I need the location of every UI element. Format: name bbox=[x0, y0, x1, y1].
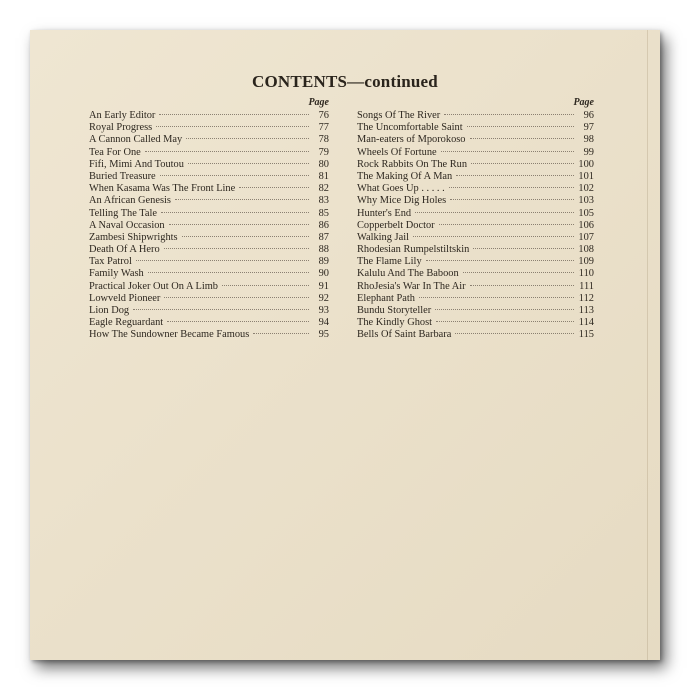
toc-entry bbox=[357, 159, 594, 171]
toc-entry-page: 113 bbox=[578, 305, 594, 316]
dot-leader bbox=[239, 187, 309, 188]
toc-entry-title: A Cannon Called May bbox=[89, 134, 183, 146]
dot-leader bbox=[471, 163, 574, 164]
toc-entry bbox=[357, 268, 594, 280]
toc-entry-page: 114 bbox=[578, 317, 594, 329]
toc-entry-title: Walking Jail bbox=[357, 231, 409, 243]
toc-entry-title: Elephant Path bbox=[357, 292, 416, 304]
dot-leader bbox=[161, 212, 309, 213]
dot-leader bbox=[167, 321, 309, 322]
page-title: CONTENTS—continued bbox=[252, 72, 438, 91]
toc-entry-page: 79 bbox=[318, 146, 329, 158]
dot-leader bbox=[435, 309, 574, 310]
toc-entry-page: 107 bbox=[578, 231, 594, 243]
toc-entry-page: 89 bbox=[318, 256, 329, 268]
toc-entry-title: When Kasama Was The Front Line bbox=[89, 183, 236, 195]
toc-entry bbox=[89, 171, 329, 183]
dot-leader bbox=[148, 272, 309, 273]
dot-leader bbox=[160, 175, 309, 176]
toc-entry-page: 100 bbox=[578, 158, 594, 170]
toc-entry bbox=[357, 305, 594, 317]
toc-entry-page: 105 bbox=[578, 207, 594, 219]
toc-entry-title: A Naval Occasion bbox=[89, 219, 165, 231]
toc-entry bbox=[357, 122, 594, 134]
dot-leader bbox=[450, 199, 574, 200]
dot-leader bbox=[159, 114, 309, 115]
toc-entry-page: 77 bbox=[318, 122, 329, 134]
toc-entry-page: 98 bbox=[583, 134, 594, 146]
toc-entry-title: Wheels Of Fortune bbox=[357, 146, 437, 158]
toc-entry-title: Bells Of Saint Barbara bbox=[357, 329, 452, 341]
toc-entry bbox=[357, 317, 594, 329]
toc-entry bbox=[357, 110, 594, 122]
dot-leader bbox=[169, 224, 309, 225]
toc-entry-page: 86 bbox=[318, 219, 329, 231]
toc-entry bbox=[357, 293, 594, 305]
dot-leader bbox=[415, 212, 574, 213]
dot-leader bbox=[470, 285, 574, 286]
toc-entry-page: 103 bbox=[578, 195, 594, 207]
dot-leader bbox=[463, 272, 574, 273]
toc-entry bbox=[357, 134, 594, 146]
toc-column-right bbox=[357, 96, 594, 342]
toc-entry-title: Rock Rabbits On The Run bbox=[357, 158, 468, 170]
toc-entry bbox=[357, 281, 594, 293]
dot-leader bbox=[222, 285, 309, 286]
toc-entry-title: The Flame Lily bbox=[357, 256, 422, 268]
dot-leader bbox=[186, 138, 309, 139]
toc-entry-page: 97 bbox=[583, 122, 594, 134]
toc-entry-title: An African Genesis bbox=[89, 195, 171, 207]
toc-entry-page: 101 bbox=[578, 170, 594, 182]
toc-list-right bbox=[357, 110, 594, 342]
dot-leader bbox=[413, 236, 574, 237]
dot-leader bbox=[456, 175, 574, 176]
toc-entry-title: Death Of A Hero bbox=[89, 244, 160, 256]
toc-entry-page: 106 bbox=[578, 219, 594, 231]
toc-entry-title: Lowveld Pioneer bbox=[89, 292, 161, 304]
dot-leader bbox=[136, 260, 309, 261]
toc-entry bbox=[89, 293, 329, 305]
toc-entry-page: 94 bbox=[318, 317, 329, 329]
toc-entry-page: 112 bbox=[578, 292, 594, 304]
toc-list-left bbox=[89, 110, 329, 342]
toc-entry-title: Buried Treasure bbox=[89, 170, 156, 182]
dot-leader bbox=[164, 248, 309, 249]
toc-entry-page: 111 bbox=[579, 280, 594, 292]
toc-entry bbox=[357, 195, 594, 207]
page-column-label: Page bbox=[573, 97, 594, 108]
toc-entry-title: Tax Patrol bbox=[89, 256, 132, 268]
toc-entry-title: Bundu Storyteller bbox=[357, 305, 432, 316]
dot-leader bbox=[188, 163, 309, 164]
toc-entry bbox=[89, 195, 329, 207]
toc-entry bbox=[357, 329, 594, 341]
toc-entry bbox=[89, 147, 329, 159]
toc-entry-title: An Early Editor bbox=[89, 110, 156, 121]
dot-leader bbox=[449, 187, 574, 188]
toc-entry-page: 102 bbox=[578, 183, 594, 195]
toc-entry-title: The Uncomfortable Saint bbox=[357, 122, 463, 134]
toc-entry-page: 80 bbox=[318, 158, 329, 170]
toc-entry-title: Man-eaters of Mporokoso bbox=[357, 134, 466, 146]
toc-entry bbox=[89, 305, 329, 317]
dot-leader bbox=[156, 126, 309, 127]
toc-entry-page: 87 bbox=[318, 231, 329, 243]
toc-entry bbox=[357, 183, 594, 195]
toc-entry-title: Hunter's End bbox=[357, 207, 412, 219]
toc-entry bbox=[89, 256, 329, 268]
toc-entry-title: Telling The Tale bbox=[89, 207, 157, 219]
toc-entry bbox=[89, 281, 329, 293]
toc-entry bbox=[89, 232, 329, 244]
toc-entry bbox=[357, 147, 594, 159]
dot-leader bbox=[253, 333, 309, 334]
toc-entry bbox=[357, 220, 594, 232]
dot-leader bbox=[419, 297, 574, 298]
dot-leader bbox=[444, 114, 574, 115]
toc-entry bbox=[89, 159, 329, 171]
toc-entry-title: Why Mice Dig Holes bbox=[357, 195, 447, 207]
dot-leader bbox=[426, 260, 574, 261]
dot-leader bbox=[145, 151, 309, 152]
toc-entry bbox=[89, 317, 329, 329]
toc-entry bbox=[89, 329, 329, 341]
toc-entry bbox=[89, 134, 329, 146]
toc-entry-title: What Goes Up . . . . . bbox=[357, 183, 445, 195]
toc-entry-page: 88 bbox=[318, 244, 329, 256]
toc-entry-page: 93 bbox=[318, 305, 329, 316]
toc-entry-title: How The Sundowner Became Famous bbox=[89, 329, 250, 341]
toc-entry bbox=[357, 232, 594, 244]
dot-leader bbox=[182, 236, 309, 237]
toc-entry-page: 91 bbox=[318, 280, 329, 292]
toc-entry-title: Fifi, Mimi And Toutou bbox=[89, 158, 184, 170]
toc-entry-title: Zambesi Shipwrights bbox=[89, 231, 178, 243]
toc-entry bbox=[89, 122, 329, 134]
toc-entry-page: 85 bbox=[318, 207, 329, 219]
toc-entry-title: The Making Of A Man bbox=[357, 170, 453, 182]
toc-entry bbox=[89, 268, 329, 280]
toc-entry bbox=[357, 171, 594, 183]
dot-leader bbox=[470, 138, 575, 139]
toc-entry-title: RhoJesia's War In The Air bbox=[357, 280, 466, 292]
dot-leader bbox=[455, 333, 574, 334]
toc-entry-page: 78 bbox=[318, 134, 329, 146]
toc-entry bbox=[357, 244, 594, 256]
toc-entry-title: Lion Dog bbox=[89, 305, 130, 316]
dot-leader bbox=[439, 224, 574, 225]
dot-leader bbox=[467, 126, 574, 127]
toc-entry bbox=[89, 244, 329, 256]
toc-entry bbox=[89, 220, 329, 232]
toc-entry-title: Royal Progress bbox=[89, 122, 153, 134]
toc-entry bbox=[357, 256, 594, 268]
toc-entry-page: 115 bbox=[578, 329, 594, 341]
toc-entry-page: 96 bbox=[583, 110, 594, 121]
toc-entry-page: 81 bbox=[318, 170, 329, 182]
toc-entry-title: Copperbelt Doctor bbox=[357, 219, 435, 231]
toc-entry-page: 83 bbox=[318, 195, 329, 207]
toc-entry-page: 110 bbox=[578, 268, 594, 280]
dot-leader bbox=[473, 248, 574, 249]
dot-leader bbox=[441, 151, 574, 152]
toc-entry bbox=[89, 183, 329, 195]
dot-leader bbox=[164, 297, 309, 298]
toc-entry bbox=[89, 110, 329, 122]
toc-entry-page: 99 bbox=[583, 146, 594, 158]
toc-entry-page: 109 bbox=[578, 256, 594, 268]
toc-entry bbox=[89, 208, 329, 220]
toc-entry-page: 90 bbox=[318, 268, 329, 280]
toc-entry bbox=[357, 208, 594, 220]
toc-entry-title: Kalulu And The Baboon bbox=[357, 268, 459, 280]
toc-entry-title: Rhodesian Rumpelstiltskin bbox=[357, 244, 470, 256]
toc-entry-page: 76 bbox=[318, 110, 329, 121]
dot-leader bbox=[175, 199, 309, 200]
toc-entry-title: Eagle Reguardant bbox=[89, 317, 164, 329]
toc-column-left bbox=[89, 96, 329, 342]
toc-entry-page: 82 bbox=[318, 183, 329, 195]
toc-entry-page: 95 bbox=[318, 329, 329, 341]
toc-entry-title: Family Wash bbox=[89, 268, 144, 280]
dot-leader bbox=[133, 309, 309, 310]
page-column-label: Page bbox=[308, 97, 329, 108]
toc-entry-title: Practical Joker Out On A Limb bbox=[89, 280, 218, 292]
toc-entry-title: Songs Of The River bbox=[357, 110, 441, 121]
toc-entry-page: 108 bbox=[578, 244, 594, 256]
toc-entry-title: The Kindly Ghost bbox=[357, 317, 433, 329]
book-page bbox=[30, 30, 660, 660]
toc-entry-page: 92 bbox=[318, 292, 329, 304]
dot-leader bbox=[436, 321, 574, 322]
toc-entry-title: Tea For One bbox=[89, 146, 141, 158]
